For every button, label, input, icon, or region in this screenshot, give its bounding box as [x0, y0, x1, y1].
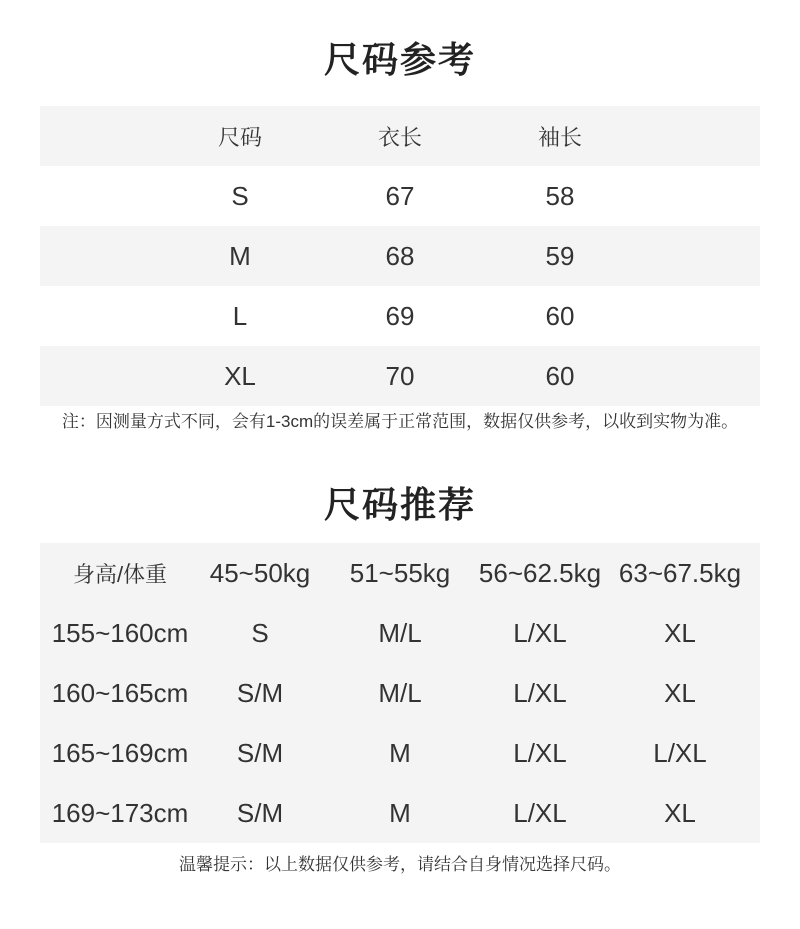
cell-recommended-size: XL [664, 677, 696, 708]
column-header-weight-45-50: 45~50kg [209, 557, 311, 588]
cell-recommended-size: XL [664, 797, 696, 828]
size-recommendation-note: 温馨提示：以上数据仅供参考，请结合自身情况选择尺码。 [179, 855, 621, 874]
cell-recommended-size: M/L [378, 677, 422, 708]
cell-size: L [232, 300, 248, 331]
cell-garment-length: 68 [385, 240, 415, 271]
cell-size: XL [224, 360, 256, 391]
cell-recommended-size: M [389, 737, 411, 768]
cell-recommended-size: M [389, 797, 411, 828]
size-reference-header-row [40, 106, 760, 166]
cell-garment-length: 70 [385, 360, 415, 391]
cell-height-range: 160~165cm [51, 677, 189, 708]
column-header-garment-length: 衣长 [377, 124, 422, 150]
cell-size: M [229, 240, 251, 271]
cell-recommended-size: S [251, 617, 269, 648]
column-header-size: 尺码 [217, 124, 262, 150]
cell-sleeve-length: 60 [545, 300, 575, 331]
table-row-size-m [40, 226, 760, 286]
cell-recommended-size: S/M [236, 677, 284, 708]
column-header-weight-63-67: 63~67.5kg [618, 557, 742, 588]
cell-sleeve-length: 58 [545, 180, 575, 211]
cell-sleeve-length: 59 [545, 240, 575, 271]
table-row-height-155-160 [40, 603, 760, 663]
column-header-sleeve-length: 袖长 [537, 124, 582, 150]
column-header-weight-51-55: 51~55kg [349, 557, 451, 588]
cell-height-range: 155~160cm [51, 617, 189, 648]
cell-recommended-size: L/XL [513, 677, 567, 708]
size-reference-table [40, 106, 760, 406]
size-recommendation-header-row [40, 543, 760, 603]
table-row-height-165-169 [40, 723, 760, 783]
cell-garment-length: 67 [385, 180, 415, 211]
table-row-size-l [40, 286, 760, 346]
column-header-height-weight: 身高/体重 [72, 561, 168, 587]
cell-sleeve-length: 60 [545, 360, 575, 391]
table-row-size-s [40, 166, 760, 226]
size-recommendation-title: 尺码推荐 [323, 484, 476, 525]
cell-recommended-size: L/XL [653, 737, 707, 768]
cell-recommended-size: L/XL [513, 737, 567, 768]
size-reference-note: 注：因测量方式不同，会有1-3cm的误差属于正常范围，数据仅供参考，以收到实物为准。 [61, 412, 739, 431]
cell-recommended-size: XL [664, 617, 696, 648]
cell-garment-length: 69 [385, 300, 415, 331]
size-recommendation-table [40, 543, 760, 843]
size-reference-title: 尺码参考 [323, 39, 476, 80]
cell-recommended-size: M/L [378, 617, 422, 648]
cell-height-range: 165~169cm [51, 737, 189, 768]
cell-recommended-size: S/M [236, 737, 284, 768]
cell-height-range: 169~173cm [51, 797, 189, 828]
cell-recommended-size: L/XL [513, 617, 567, 648]
cell-recommended-size: S/M [236, 797, 284, 828]
table-row-height-169-173 [40, 783, 760, 843]
cell-size: S [231, 180, 249, 211]
column-header-weight-56-62: 56~62.5kg [478, 557, 602, 588]
table-row-height-160-165 [40, 663, 760, 723]
table-row-size-xl [40, 346, 760, 406]
cell-recommended-size: L/XL [513, 797, 567, 828]
